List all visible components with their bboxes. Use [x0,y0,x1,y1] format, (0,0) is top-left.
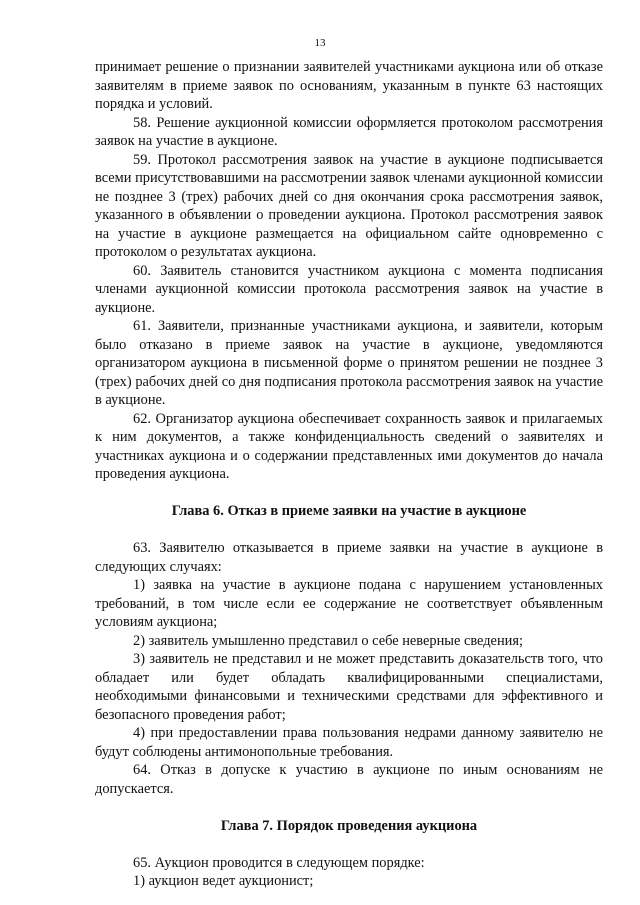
paragraph-62: 62. Организатор аукциона обеспечивает сохранность заявок и прилагаемых к ним документов, а также конфиденциальность сведений о заявителях и участниках аукциона и о содержании представленных ими документов до начала проведения аукциона. [95,410,603,482]
paragraph-59: 59. Протокол рассмотрения заявок на участие в аукционе подписывается всеми присутствовавшими на рассмотрении заявок членами аукционной комиссии не позднее 3 (трех) рабочих дней со дня окончания срока рассмотрения заявок, указанного в объявлении о проведении аукциона. Протокол рассмотрения заявок на участие в аукционе размещается на официальном сайте одновременно с протоколом о результатах аукциона. [95,151,603,260]
spacer [95,798,603,817]
document-body [95,58,603,891]
chapter-7-heading: Глава 7. Порядок проведения аукциона [220,817,478,834]
paragraph-63: 63. Заявителю отказывается в приеме заявки на участие в аукционе в следующих случаях: [95,540,603,575]
paragraph-63-item-4: 4) при предоставлении права пользования недрами данному заявителю не будут соблюдены антимонопольные требования. [95,725,603,760]
chapter-6-heading: Глава 6. Отказ в приеме заявки на участие в аукционе [171,503,527,519]
spacer [95,835,603,854]
spacer [95,484,603,503]
paragraph-63-item-3: 3) заявитель не представил и не может представить доказательств того, что обладает или будет обладать квалифицированными специалистами, необходимыми финансовыми и техническими средствами для эффективного и безопасного проведения работ; [95,651,603,723]
paragraph-57-continued: принимает решение о признании заявителей участниками аукциона или об отказе заявителям в приеме заявок по основаниям, указанным в пункте 63 настоящих порядка и условий. [95,59,603,112]
paragraph-61: 61. Заявители, признанные участниками аукциона, и заявители, которым было отказано в приеме заявок на участие в аукционе, уведомляются организатором аукциона в письменной форме о принятом решении не позднее 3 (трех) рабочих дней со дня подписания протокола рассмотрения заявок на участие в аукционе. [95,318,603,408]
paragraph-64: 64. Отказ в допуске к участию в аукционе по иным основаниям не допускается. [95,762,603,797]
paragraph-63-item-2: 2) заявитель умышленно представил о себе неверные сведения; [133,632,523,649]
paragraph-58: 58. Решение аукционной комиссии оформляется протоколом рассмотрения заявок на участие в аукционе. [95,114,603,149]
paragraph-60: 60. Заявитель становится участником аукциона с момента подписания членами аукционной комиссии протокола рассмотрения заявок на участие в аукционе. [95,262,603,316]
paragraph-63-item-1: 1) заявка на участие в аукционе подана с нарушением установленных требований, в том числе если ее содержание не соответствует объявленным условиям аукциона; [95,577,603,630]
paragraph-65: 65. Аукцион проводится в следующем порядке: [133,854,425,871]
page-number: 13 [314,37,326,49]
paragraph-65-item-1: 1) аукцион ведет аукционист; [133,873,314,889]
spacer [95,521,603,540]
